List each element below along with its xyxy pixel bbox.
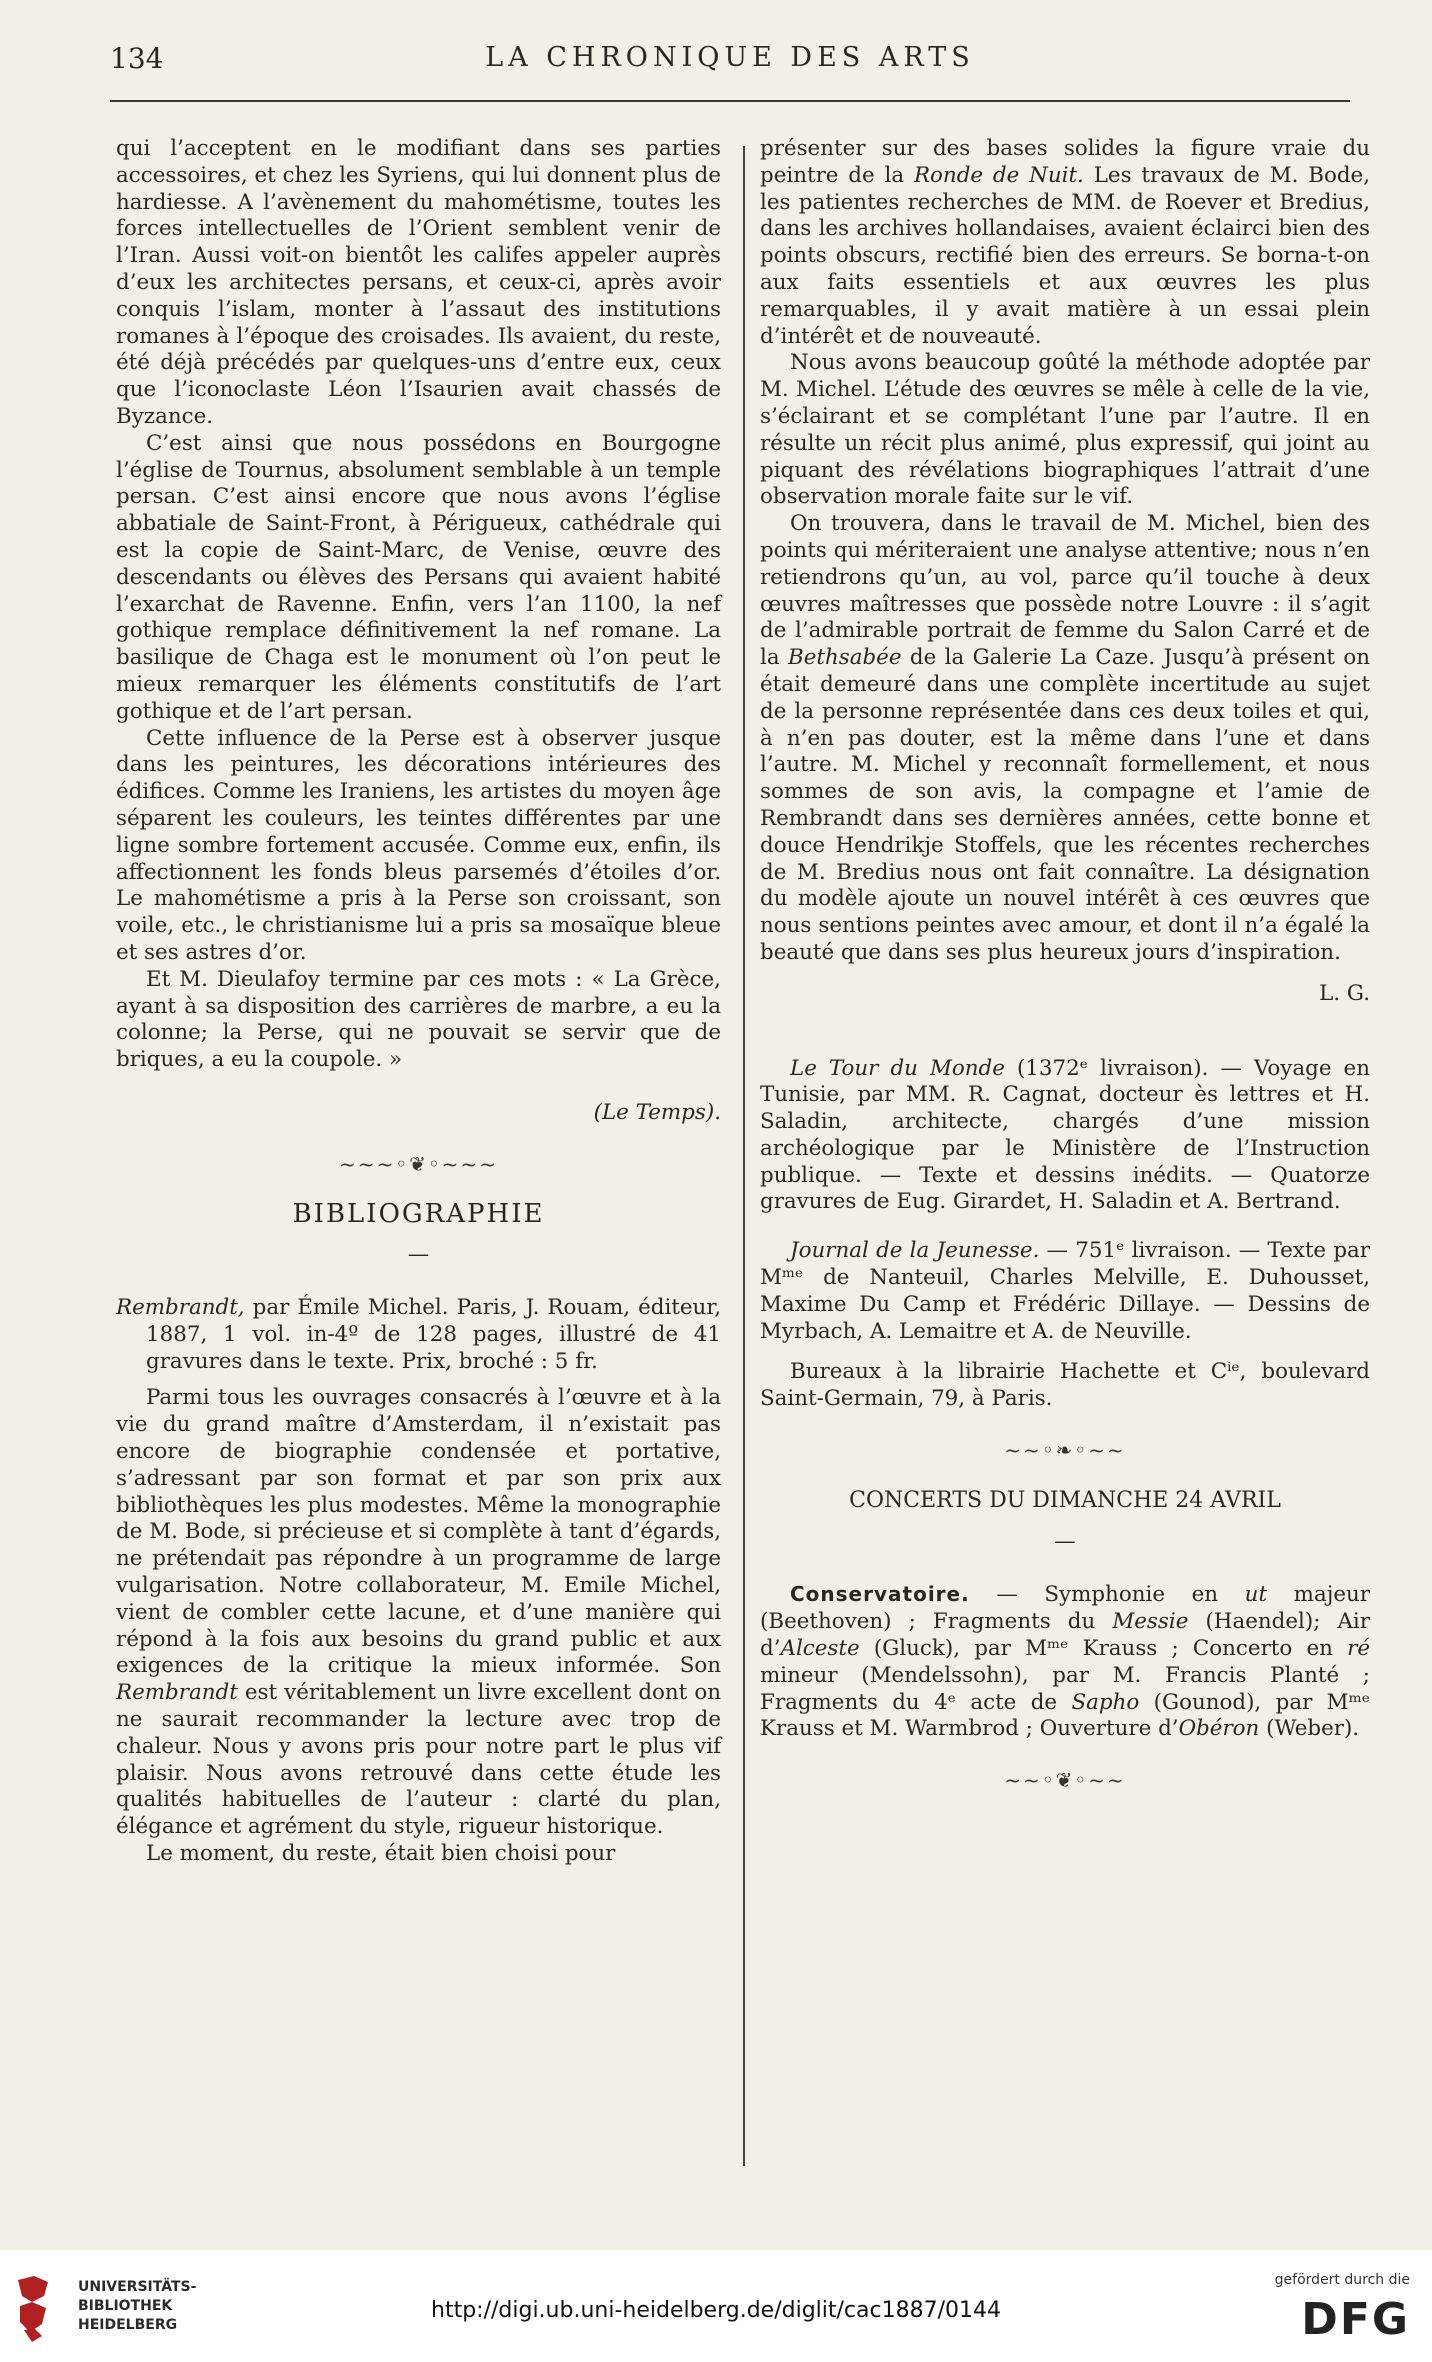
digitization-footer: [0, 2250, 1432, 2362]
sponsor-label: gefördert durch die: [1274, 2272, 1410, 2288]
ornament-divider: ~~◦❦◦~~: [1004, 1768, 1126, 1793]
paragraph: présenter sur des bases solides la figure vraie du peintre de la Ronde de Nuit. Les travaux de M. Bode, les patientes recherches de MM. de Roever et Bredius, dans les archives hollandaises, avaient éclairci bien des points obscurs, rectifié bien des erreurs. Se borna-t-on aux faits essentiels et aux œuvres les plus remarquables, il y avait matière à un essai plein d’intérêt et de nouveauté.: [760, 136, 1371, 349]
heading-dash: —: [407, 1242, 430, 1268]
header-rule: [110, 100, 1350, 102]
source-url-link[interactable]: http://digi.ub.uni-heidelberg.de/diglit/cac1887/0144: [431, 2298, 1001, 2323]
paragraph: C’est ainsi que nous possédons en Bourgogne l’église de Tournus, absolument semblable à un temple persan. C’est ainsi encore que nous avons l’église abbatiale de Saint-Front, à Périgueux, cathédrale qui est la copie de Saint-Marc, de Venise, œuvre des descendants ou élèves des Persans qui avaient habité l’exarchat de Ravenne. Enfin, vers l’an 1100, la nef gothique remplace définitivement la nef romane. La basilique de Chaga est le monument où l’on peut le mieux remarquer les éléments constitutifs de l’art gothique et de l’art persan.: [116, 430, 721, 724]
paragraph: Le moment, du reste, était bien choisi pour: [146, 1841, 616, 1867]
notice-bureaux: Bureaux à la librairie Hachette et Cⁱᵉ, boulevard Saint-Germain, 79, à Paris.: [760, 1359, 1370, 1412]
paragraph: Cette influence de la Perse est à observer jusque dans les peintures, les décorations intérieures des édifices. Comme les Iraniens, les artistes du moyen âge séparent les couleurs, les teintes différentes par une ligne sombre fortement accusée. Comme eux, enfin, ils affectionnent les fonds bleus parsemés d’étoiles d’or. Le mahométisme a pris à la Perse son croissant, son voile, etc., le christianisme lui a pris sa mosaïque bleue et ses astres d’or.: [116, 725, 721, 965]
ornament-divider: ~~◦❧◦~~: [1004, 1438, 1126, 1463]
paragraph: On trouvera, dans le travail de M. Michel, bien des points qui mériteraient une analyse attentive; nous n’en retiendrons qu’un, au vol, parce qu’il touche à deux œuvres maîtresses que possède notre Louvre : il s’agit de l’admirable portrait de femme du Salon Carré et de la Bethsabée de la Galerie La Caze. Jusqu’à présent on était demeuré dans une complète incertitude au sujet de la personne représentée dans ces deux toiles et qui, à n’en pas douter, est la même dans l’une et dans l’autre. M. Michel y reconnaît formellement, et nous sommes de son avis, la compagne et l’amie de Rembrandt dans ses dernières années, cette bonne et douce Hendrikje Stoffels, que les récentes recherches de M. Bredius nous ont fait connaître. La désignation du modèle ajoute un nouvel intérêt à ces œuvres que nous sentions peintes avec amour, et dont il n’a égalé la beauté que dans ses plus heureux jours d’inspiration.: [760, 511, 1370, 965]
left-column: [116, 136, 721, 1868]
signature: L. G.: [1319, 980, 1370, 1006]
notice-journal-jeunesse: Journal de la Jeunesse. — 751ᵉ livraison. — Texte par Mᵐᵉ de Nanteuil, Charles Melville, E. Duhousset, Maxime Du Camp et Frédéric Dillaye. — Dessins de Myrbach, A. Lemaitre et A. de Neuville.: [760, 1238, 1371, 1344]
page-header: [110, 42, 1350, 82]
paragraph: qui l’acceptent en le modifiant dans ses parties accessoires, et chez les Syriens, qui lui donnent plus de hardiesse. A l’avènement du mahométisme, toutes les forces intellectuelles de l’Orient semblent venir de l’Iran. Aussi voit-on bientôt les califes appeler auprès d’eux les architectes persans, et ceux-ci, après avoir conquis l’islam, monter à l’assaut des institutions romanes à l’époque des croisades. Ils avaient, du reste, été déjà précédés par quelques-uns d’entre eux, ceux que l’iconoclaste Léon l’Isaurien avait chassés de Byzance.: [116, 136, 721, 429]
right-column: [760, 136, 1370, 1818]
source-credit: (Le Temps).: [593, 1099, 721, 1125]
section-heading-bibliographie: BIBLIOGRAPHIE: [292, 1199, 545, 1230]
notice-tour-du-monde: Le Tour du Monde (1372ᵉ livraison). — Voyage en Tunisie, par MM. R. Cagnat, docteur ès lettres et H. Saladin, architecte, chargés d’une mission archéologique par le Ministère de l’Instruction publique. — Texte et dessins inédits. — Quatorze gravures de Eug. Girardet, H. Saladin et A. Bertrand.: [760, 1055, 1370, 1215]
section-heading-concerts: CONCERTS DU DIMANCHE 24 AVRIL: [849, 1487, 1281, 1513]
journal-title: LA CHRONIQUE DES ARTS: [485, 42, 975, 73]
institution-name: UNIVERSITÄTS- BIBLIOTHEK HEIDELBERG: [78, 2279, 197, 2333]
paragraph: Et M. Dieulafoy termine par ces mots : « La Grèce, ayant à sa disposition des carrières de marbre, a eu la colonne; la Perse, qui ne pouvait se servir que de briques, a eu la coupole. »: [116, 966, 721, 1073]
paragraph: Parmi tous les ouvrages consacrés à l’œuvre et à la vie du grand maître d’Amsterdam, il n’existait pas encore de biographie condensée et portative, s’adressant par son format et par son prix aux bibliothèques les plus modestes. Même la monographie de M. Bode, si précieuse et si complète à tant d’égards, ne prétendait pas répondre à un programme de large vulgarisation. Notre collaborateur, M. Emile Michel, vient de combler cette lacune, et d’une manière qui répond à la fois aux besoins du grand public et aux exigences de la critique la mieux informée. Son Rembrandt est véritablement un livre excellent dont on ne saurait recommander la lecture avec trop de chaleur. Nous y avons pris pour notre part le plus vif plaisir. Nous avons retrouvé dans cette étude les qualités habituelles de l’auteur : clarté du plan, élégance et agrément du style, rigueur historique.: [116, 1385, 721, 1840]
page-number: 134: [110, 42, 164, 75]
column-divider: [743, 146, 745, 2166]
ornament-divider: ~~~◦❦◦~~~: [339, 1151, 498, 1176]
dfg-logo: DFG: [1301, 2294, 1410, 2345]
concert-program: Conservatoire. — Symphonie en ut majeur (Beethoven) ; Fragments du Messie (Haendel); Air d’Alceste (Gluck), par Mᵐᵉ Krauss ; Concerto en ré mineur (Mendelssohn), par M. Francis Planté ; Fragments du 4ᵉ acte de Sapho (Gounod), par Mᵐᵉ Krauss et M. Warmbrod ; Ouverture d’Obéron (Weber).: [760, 1582, 1370, 1742]
heading-dash: —: [1054, 1528, 1076, 1554]
bibliography-entry: Rembrandt, par Émile Michel. Paris, J. Rouam, éditeur, 1887, 1 vol. in-4º de 128 pages, illustré de 41 gravures dans le texte. Prix, broché : 5 fr.: [116, 1295, 721, 1374]
paragraph: Nous avons beaucoup goûté la méthode adoptée par M. Michel. L’étude des œuvres se mêle à celle de la vie, s’éclairant et se complétant l’une par l’autre. Il en résulte un récit plus animé, plus expressif, qui joint au piquant des révélations biographiques l’attrait d’une observation morale faite sur le vif.: [760, 350, 1370, 510]
